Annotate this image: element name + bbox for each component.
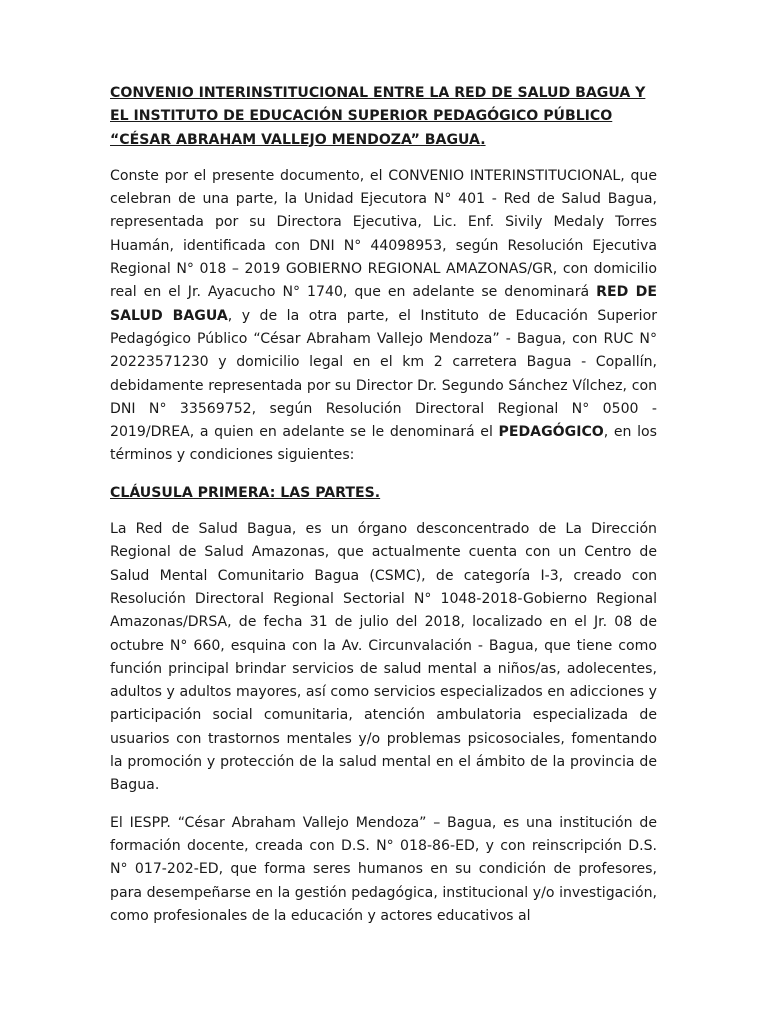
title-line-3: “CÉSAR ABRAHAM VALLEJO MENDOZA” BAGUA (110, 131, 481, 148)
intro-text-2: , y de la otra parte, el Instituto de Educación Superior Pedagógico Público “César Abraham Vallejo Mendoza” - Bagua, con RUC N° 20223571230 y domicilio legal en el km 2 carretera Bagua - Copallín, debidamente representada por su Director Dr. Segundo Sánchez Vílchez, con DNI N° 33569752, según Resolución Directoral Regional N° 0500 - 2019/DREA, a quien en adelante se le denominará el (110, 307, 657, 441)
intro-bold-pedagogico: PEDAGÓGICO (498, 424, 604, 441)
title-line-2: EL INSTITUTO DE EDUCACIÓN SUPERIOR PEDAGÓGICO PÚBLICO (110, 108, 613, 125)
intro-text-3: , en los términos y condiciones siguientes: (110, 424, 657, 464)
intro-paragraph (110, 165, 657, 468)
intro-text-1: Conste por el presente documento, el CONVENIO INTERINSTITUCIONAL, que celebran de una parte, la Unidad Ejecutora N° 401 - Red de Salud Bagua, representada por su Directora Ejecutiva, Lic. Enf. Sivily Medaly Torres Huamán, identificada con DNI N° 44098953, según Resolución Ejecutiva Regional N° 018 – 2019 GOBIERNO REGIONAL AMAZONAS/GR, con domicilio real en el Jr. Ayacucho N° 1740, que en adelante se denominará (110, 167, 657, 301)
clause-1-heading: CLÁUSULA PRIMERA: LAS PARTES. (110, 484, 381, 501)
intro-bold-red-salud: RED DE SALUD BAGUA (110, 284, 657, 324)
title-period: . (480, 131, 486, 148)
document-title (110, 82, 657, 152)
document-body (110, 82, 657, 942)
title-line-1: CONVENIO INTERINSTITUCIONAL ENTRE LA RED DE SALUD BAGUA Y (110, 85, 646, 101)
clause-1-paragraph-1: La Red de Salud Bagua, es un órgano desconcentrado de La Dirección Regional de Salud Amazonas, que actualmente cuenta con un Centro de Salud Mental Comunitario Bagua (CSMC), de categoría I-3, creado con Resolución Directoral Regional Sectorial N° 1048-2018-Gobierno Regional Amazonas/DRSA, de fecha 31 de julio del 2018, localizado en el Jr. 08 de octubre N° 660, esquina con la Av. Circunvalación - Bagua, que tiene como función principal brindar servicios de salud mental a niños/as, adolecentes, adultos y adultos mayores, así como servicios especializados en adicciones y participación social comunitaria, atención ambulatoria especializada de usuarios con trastornos mentales y/o problemas psicosociales, fomentando la promoción y protección de la salud mental en el ámbito de la provincia de Bagua. (110, 521, 657, 794)
clause-1-paragraph-2: El IESPP. “César Abraham Vallejo Mendoza” – Bagua, es una institución de formación docente, creada con D.S. N° 018-86-ED, y con reinscripción D.S. N° 017-202-ED, que forma seres humanos en su condición de profesores, para desempeñarse en la gestión pedagógica, institucional y/o investigación, como profesionales de la educación y actores educativos al (110, 814, 657, 924)
